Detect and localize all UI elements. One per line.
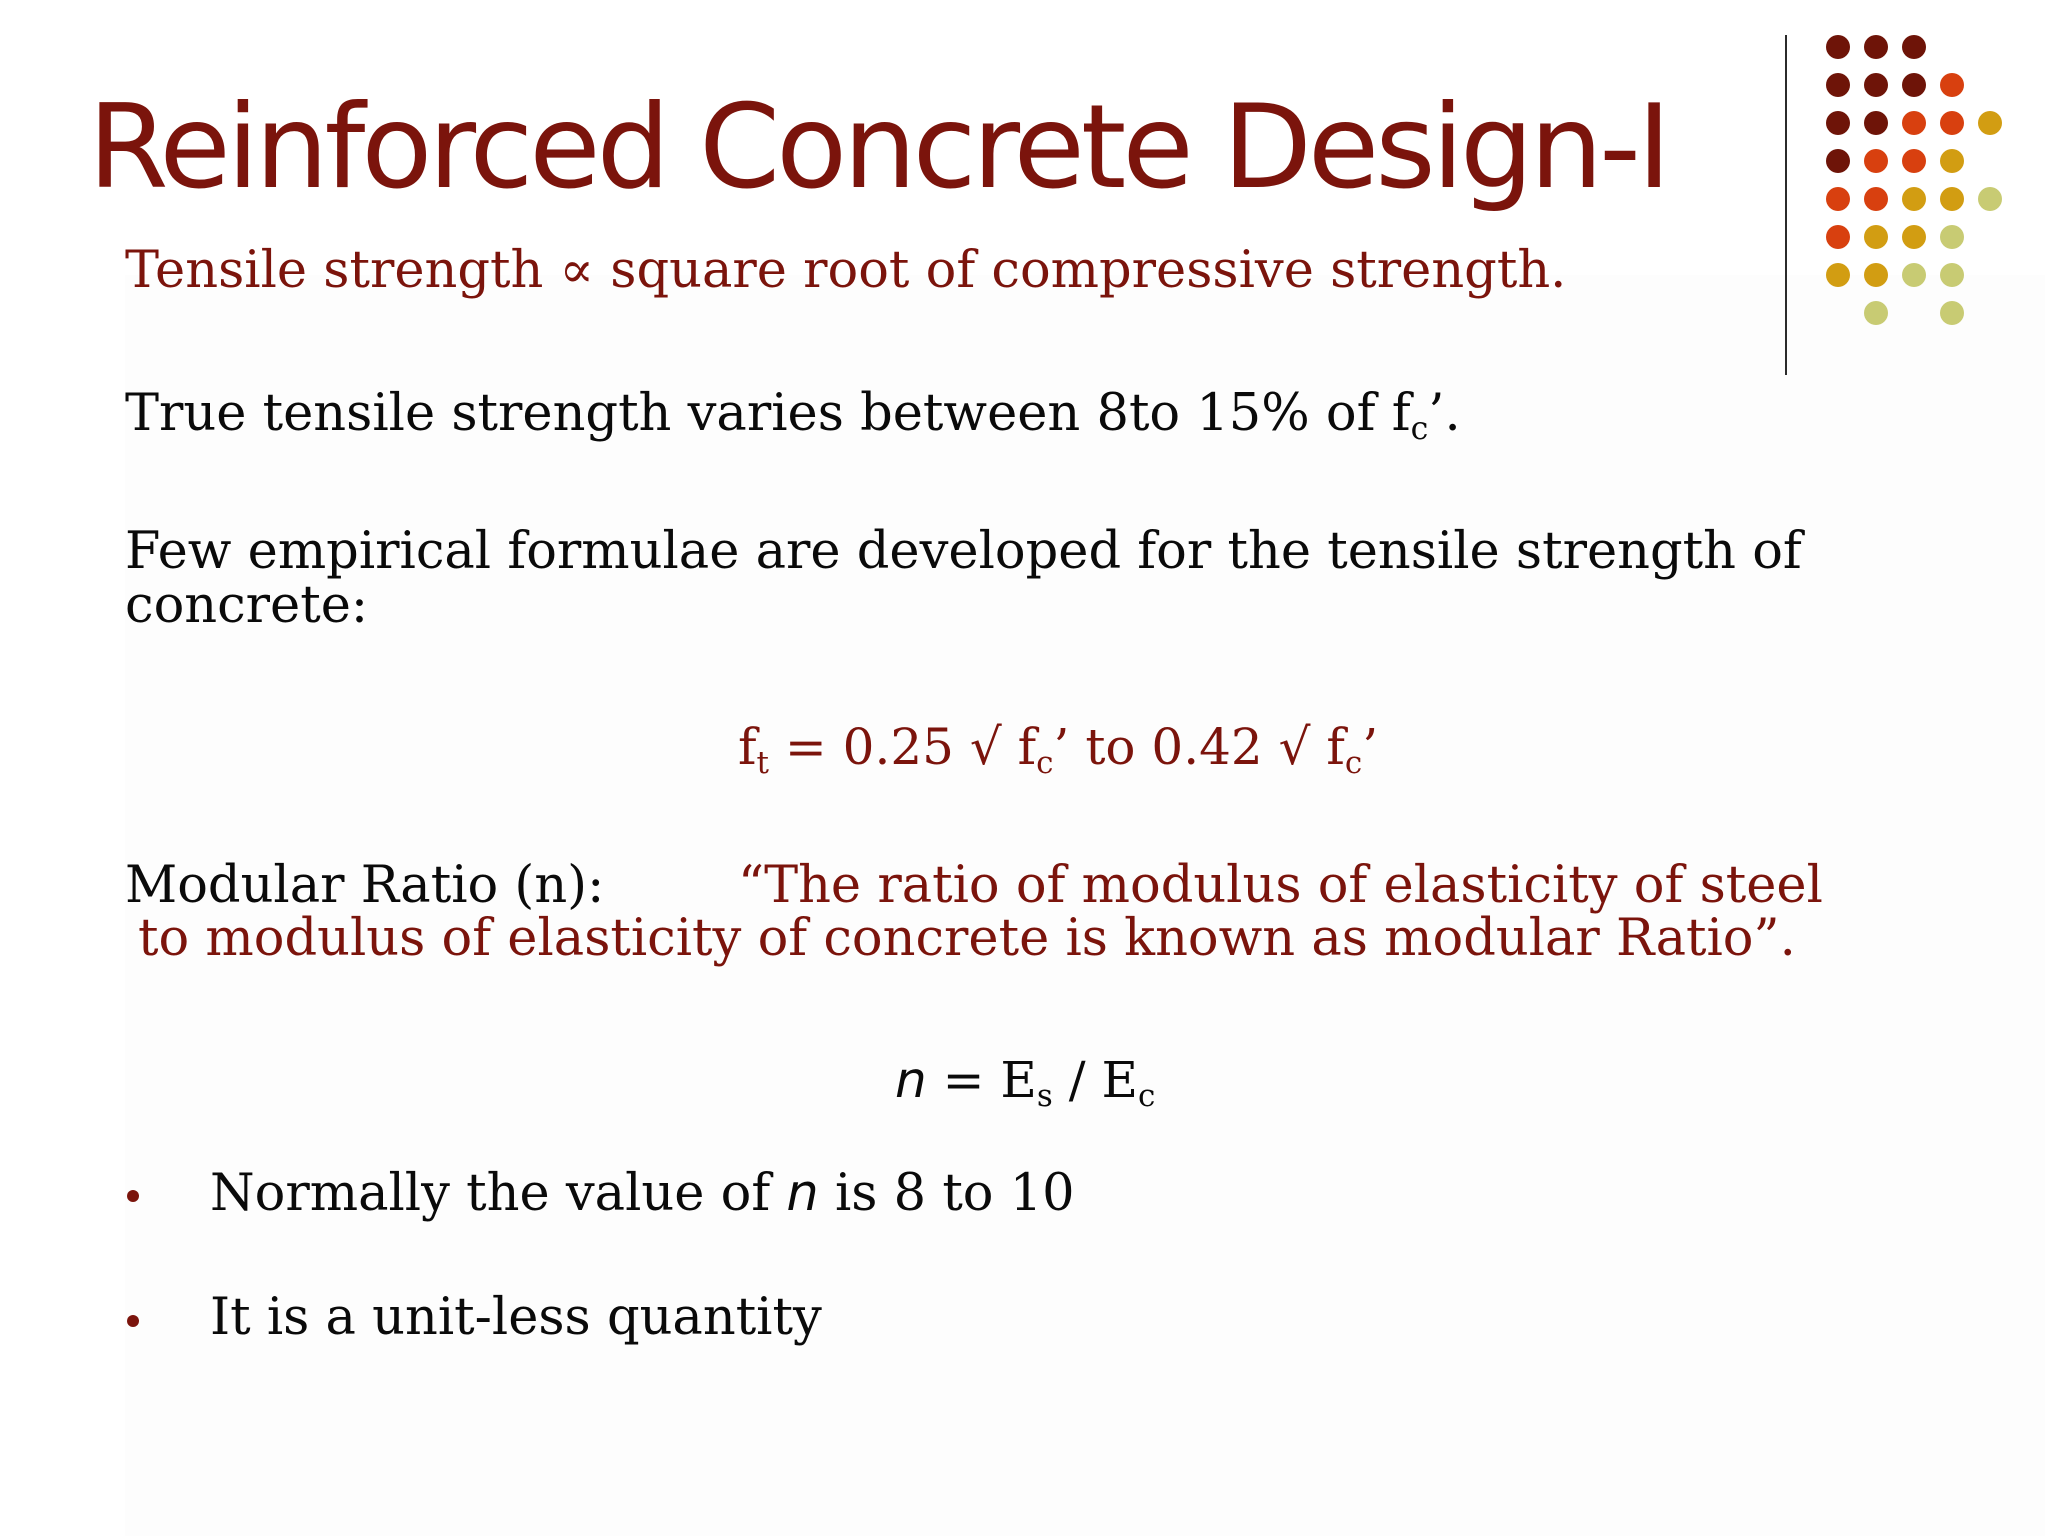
decor-dot (1864, 111, 1888, 135)
empirical-formulae-text-line1: Few empirical formulae are developed for the tensile strength of (125, 522, 1802, 581)
formula-ft-part1: = 0.25 √ f (768, 718, 1037, 776)
decor-dot (1902, 225, 1926, 249)
bullet-1-prefix: Normally the value of (210, 1164, 787, 1223)
decor-dot (1826, 225, 1850, 249)
bullet-1-suffix: is 8 to 10 (818, 1164, 1075, 1223)
decor-dot (1978, 111, 2002, 135)
decor-dot (1826, 263, 1850, 287)
true-tensile-suffix: ’. (1428, 384, 1461, 443)
formula-ft-sub-c2: c (1344, 744, 1363, 781)
decor-dot (1940, 301, 1964, 325)
tensile-proportionality-text: Tensile strength ∝ square root of compressive strength. (125, 241, 1567, 300)
decorative-dot-grid (1800, 30, 2010, 330)
decor-dot (1864, 301, 1888, 325)
decor-dot (1826, 187, 1850, 211)
decor-dot (1940, 263, 1964, 287)
decor-dot (1864, 187, 1888, 211)
title-divider (1785, 35, 1787, 375)
decor-dot (1902, 187, 1926, 211)
formula-n-eq: = E (926, 1051, 1037, 1109)
formula-ft-sub-t: t (756, 744, 769, 781)
decor-dot (1902, 111, 1926, 135)
empirical-formulae-text-line2: concrete: (125, 576, 369, 635)
modular-ratio-label: Modular Ratio (n): (125, 856, 605, 915)
decor-dot (1978, 187, 2002, 211)
decor-dot (1864, 35, 1888, 59)
formula-n-var: n (895, 1051, 927, 1109)
decor-dot (1940, 187, 1964, 211)
decor-dot (1940, 149, 1964, 173)
decor-dot (1902, 73, 1926, 97)
true-tensile-prefix: True tensile strength varies between 8to 15% of f (125, 384, 1411, 443)
formula-ft-f: f (738, 718, 757, 776)
decor-dot (1826, 111, 1850, 135)
decor-dot (1940, 73, 1964, 97)
formula-n-sub-c: c (1137, 1077, 1156, 1114)
slide-title: Reinforced Concrete Design-I (88, 80, 1668, 215)
modular-ratio-definition-line2: to modulus of elasticity of concrete is known as modular Ratio”. (138, 909, 1796, 968)
bullet-marker (127, 1190, 139, 1202)
decor-dot (1864, 263, 1888, 287)
bullet-item-n-value (210, 1164, 1075, 1223)
formula-n-sub-s: s (1036, 1077, 1053, 1114)
decor-dot (1940, 111, 1964, 135)
bullet-1-var: n (786, 1164, 819, 1223)
decor-dot (1902, 35, 1926, 59)
decor-dot (1902, 149, 1926, 173)
decor-dot (1864, 149, 1888, 173)
modular-ratio-definition-line1: “The ratio of modulus of elasticity of steel (738, 856, 1823, 915)
true-tensile-subscript: c (1410, 410, 1429, 447)
formula-n-slash: / E (1052, 1051, 1138, 1109)
formula-ft-sub-c1: c (1036, 744, 1054, 781)
decor-dot (1902, 263, 1926, 287)
modular-ratio-formula (895, 1051, 1156, 1114)
decor-dot (1826, 149, 1850, 173)
decor-dot (1864, 225, 1888, 249)
formula-ft-part2: ’ to 0.42 √ f (1053, 718, 1345, 776)
decor-dot (1864, 73, 1888, 97)
decor-dot (1940, 225, 1964, 249)
decor-dot (1826, 73, 1850, 97)
true-tensile-strength-text (125, 384, 1461, 447)
formula-ft-part3: ’ (1362, 718, 1379, 776)
bullet-item-unitless: It is a unit-less quantity (210, 1288, 822, 1347)
decor-dot (1826, 35, 1850, 59)
tensile-strength-formula (738, 718, 1379, 781)
bullet-marker (127, 1315, 139, 1327)
